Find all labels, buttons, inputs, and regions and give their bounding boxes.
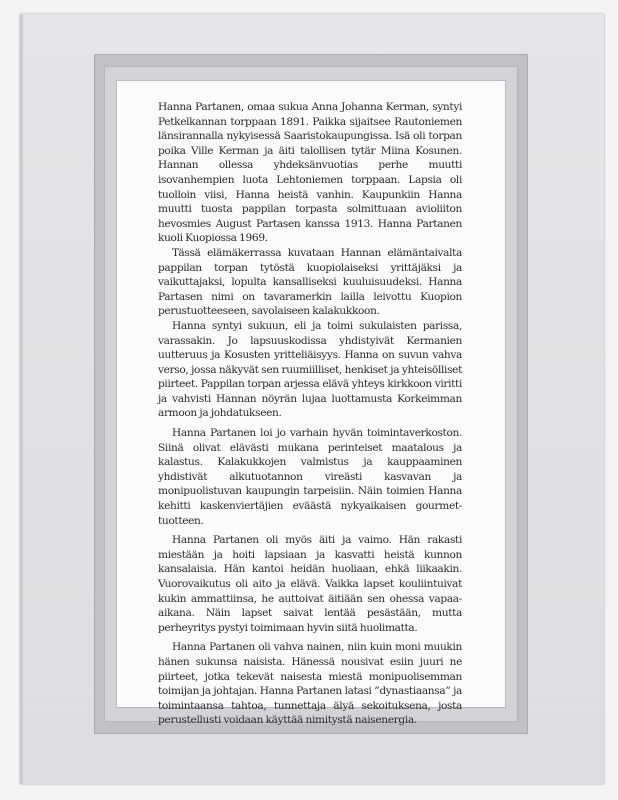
blurb-text (158, 100, 462, 728)
blurb-paragraph-3: Hanna syntyi sukuun, eli ja toimi sukulaisten parissa, varassakin. Jo lapsuuskodissa yhdistyivät Kermanien uutteruus ja Kosusten yritteliäisyys. Hanna on suvun vahva verso, jossa näkyvät sen ruumiilliset, henkiset ja yhteisölliset piirteet. Pappilan torpan arjessa elävä yhteys kirkkoon viritti ja vahvisti Hannan nöyrän lujaa luottamusta Korkeimman armoon ja johdatukseen. (158, 319, 462, 420)
blurb-paragraph-2: Tässä elämäkerrassa kuvataan Hannan elämäntaivalta pappilan torpan tytöstä kuopiolaiseksi yrittäjäksi ja vaikuttajaksi, lopulta kansalliseksi kuuluisuudeksi. Hanna Partasen nimi on tavaramerkin lailla leivottu Kuopion perustuotteeseen, savolaiseen kalakukkoon. (158, 246, 462, 318)
blurb-paragraph-5: Hanna Partanen oli myös äiti ja vaimo. Hän rakasti miestään ja hoiti lapsiaan ja kasvatti heistä kunnon kansalaisia. Hän kantoi heidän huoliaan, ehkä liikaakin. Vuorovaikutus oli aito ja elävä. Vaikka lapset kouliintuivat kukin ammattiinsa, he auttoivat äitiään sen ohessa vapaa-aikana. Näin lapset saivat lentää pesästään, mutta perheyritys pystyi toimimaan hyvin siitä huolimatta. (158, 534, 462, 634)
blurb-paragraph-4: Hanna Partanen loi jo varhain hyvän toimintaverkoston. Siinä olivat elävästi mukana perinteiset maatalous ja kalastus. Kalakukkojen valmistus ja kauppaaminen yhdistivät alkutuotannon vireästi kasvavan ja monipuolistuvan kaupungin tarpeisiin. Näin toimien Hanna kehitti kaskenviertäjien eväästä nykyaikaisen gourmet-tuotteen. (158, 427, 462, 527)
cover-edge (20, 14, 23, 784)
blurb-paragraph-6: Hanna Partanen oli vahva nainen, niin kuin moni muukin hänen sukunsa naisista. Hänessä nousivat esiin juuri ne piirteet, jotka tekevät naisesta miestä monipuolisemman toimijan ja johtajan. Hanna Partanen latasi ”dynastiaansa” ja toimintaansa tahtoa, tunnettaja älyä sekoituksena, josta perustellusti voidaan käyttää nimitystä naisenergia. (158, 641, 462, 727)
blurb-paragraph-1: Hanna Partanen, omaa sukua Anna Johanna Kerman, syntyi Petkelkannan torppaan 1891. Paikka sijaitsee Rautoniemen länsirannalla nykyisessä Saaristokaupungissa. Isä oli torpan poika Ville Kerman ja äiti talollisen tytär Miina Kosunen. Hannan ollessa yhdeksänvuotias perhe muutti isovanhempien luota Lehtoniemen torppaan. Lapsia oli tuolloin viisi, Hanna heistä vanhin. Kaupunkiin Hanna muutti tuosta pappilan torpasta solmittuaan avioliiton hevosmies August Partasen kanssa 1913. Hanna Partanen kuoli Kuopiossa 1969. (158, 101, 462, 245)
